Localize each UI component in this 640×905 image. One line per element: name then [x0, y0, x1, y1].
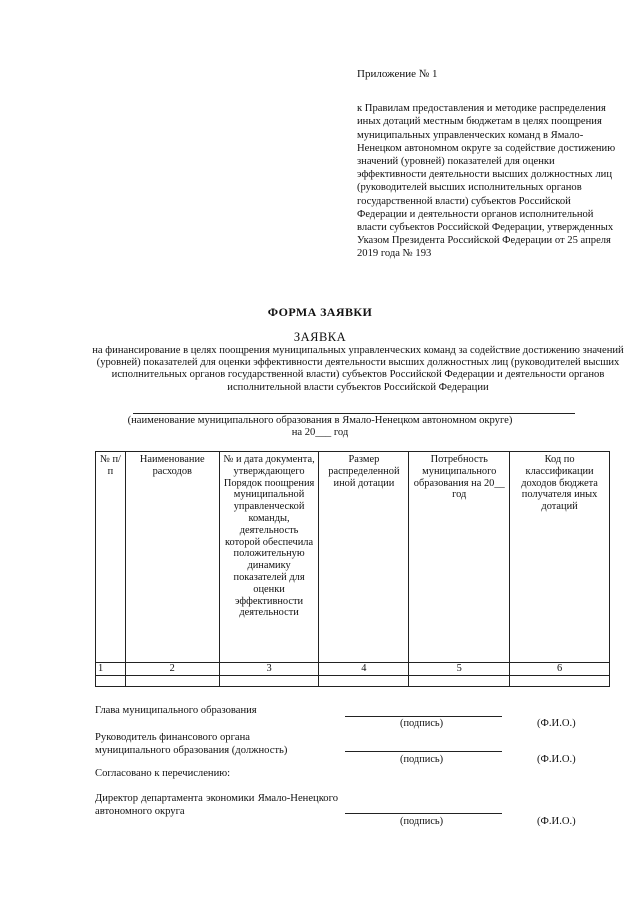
- table-empty-row: [96, 676, 610, 687]
- table-header-cell: Размер распределенной иной дотации: [319, 452, 409, 663]
- year-line: на 20___ год: [291, 427, 349, 439]
- request-table: [95, 451, 610, 687]
- agreed-label: Согласовано к перечислению:: [95, 768, 231, 779]
- appendix-title: Приложение № 1: [357, 68, 438, 80]
- table-number-cell: 6: [510, 663, 610, 676]
- director-signature-line: [345, 813, 502, 814]
- table-number-cell: 5: [409, 663, 510, 676]
- request-title: ЗАЯВКА: [293, 330, 347, 344]
- fio-caption: (Ф.И.О.): [537, 754, 576, 765]
- signature-caption: (подпись): [400, 754, 444, 765]
- table-header-row: [96, 452, 610, 663]
- table-number-cell: 1: [96, 663, 126, 676]
- form-title: ФОРМА ЗАЯВКИ: [267, 305, 373, 319]
- table-header-cell: № и дата документа, утверждающего Порядок поощрения муниципальной управленческой команды, деятельность которой обеспечила положительную динамику показателей для оценки эффективности деятельности: [219, 452, 319, 663]
- table-number-row: [96, 663, 610, 676]
- table-header-cell: Код по классификации доходов бюджета получателя иных дотаций: [510, 452, 610, 663]
- table-header-cell: Потребность муниципального образования на 20__ год: [409, 452, 510, 663]
- finance-signature-line: [345, 751, 502, 752]
- table-number-cell: 3: [219, 663, 319, 676]
- head-signature-line: [345, 716, 502, 717]
- municipality-caption: (наименование муниципального образования в Ямало-Ненецком автономном округе): [127, 415, 513, 426]
- finance-label: Руководитель финансового органа муниципального образования (должность): [95, 732, 288, 757]
- fio-caption: (Ф.И.О.): [537, 816, 576, 827]
- municipality-caption-block: [0, 415, 640, 439]
- table-header-cell: Наименование расходов: [125, 452, 219, 663]
- signature-caption: (подпись): [400, 718, 444, 729]
- head-label: Глава муниципального образования: [95, 705, 257, 716]
- request-description: на финансирование в целях поощрения муниципальных управленческих команд за содействие достижению значений (уровней) показателей для оценки эффективности деятельности высших должностных лиц (руководителей высших исполнительных органов государственной власти) субъектов Российской Федерации и деятельности органов исполнительной власти субъектов Российской Федерации: [92, 345, 624, 393]
- table-number-cell: 2: [125, 663, 219, 676]
- signature-caption: (подпись): [400, 816, 444, 827]
- appendix-text: к Правилам предоставления и методике распределения иных дотаций местным бюджетам в целях поощрения муниципальных управленческих команд в Ямало-Ненецком автономном округе за содействие достижению значений (уровней) показателей для оценки эффективности деятельности высших должностных лиц (руководителей высших исполнительных органов государственной власти) субъектов Российской Федерации и деятельности органов исполнительной власти субъектов Российской Федерации, утвержденных Указом Президента Российской Федерации от 25 апреля 2019 года № 193: [357, 103, 616, 260]
- table-number-cell: 4: [319, 663, 409, 676]
- fio-caption: (Ф.И.О.): [537, 718, 576, 729]
- appendix-block: [357, 68, 619, 261]
- director-label: Директор департамента экономики Ямало-Ненецкого автономного округа: [95, 793, 338, 818]
- table-header-cell: № п/п: [96, 452, 126, 663]
- municipality-blank-line: [133, 413, 575, 414]
